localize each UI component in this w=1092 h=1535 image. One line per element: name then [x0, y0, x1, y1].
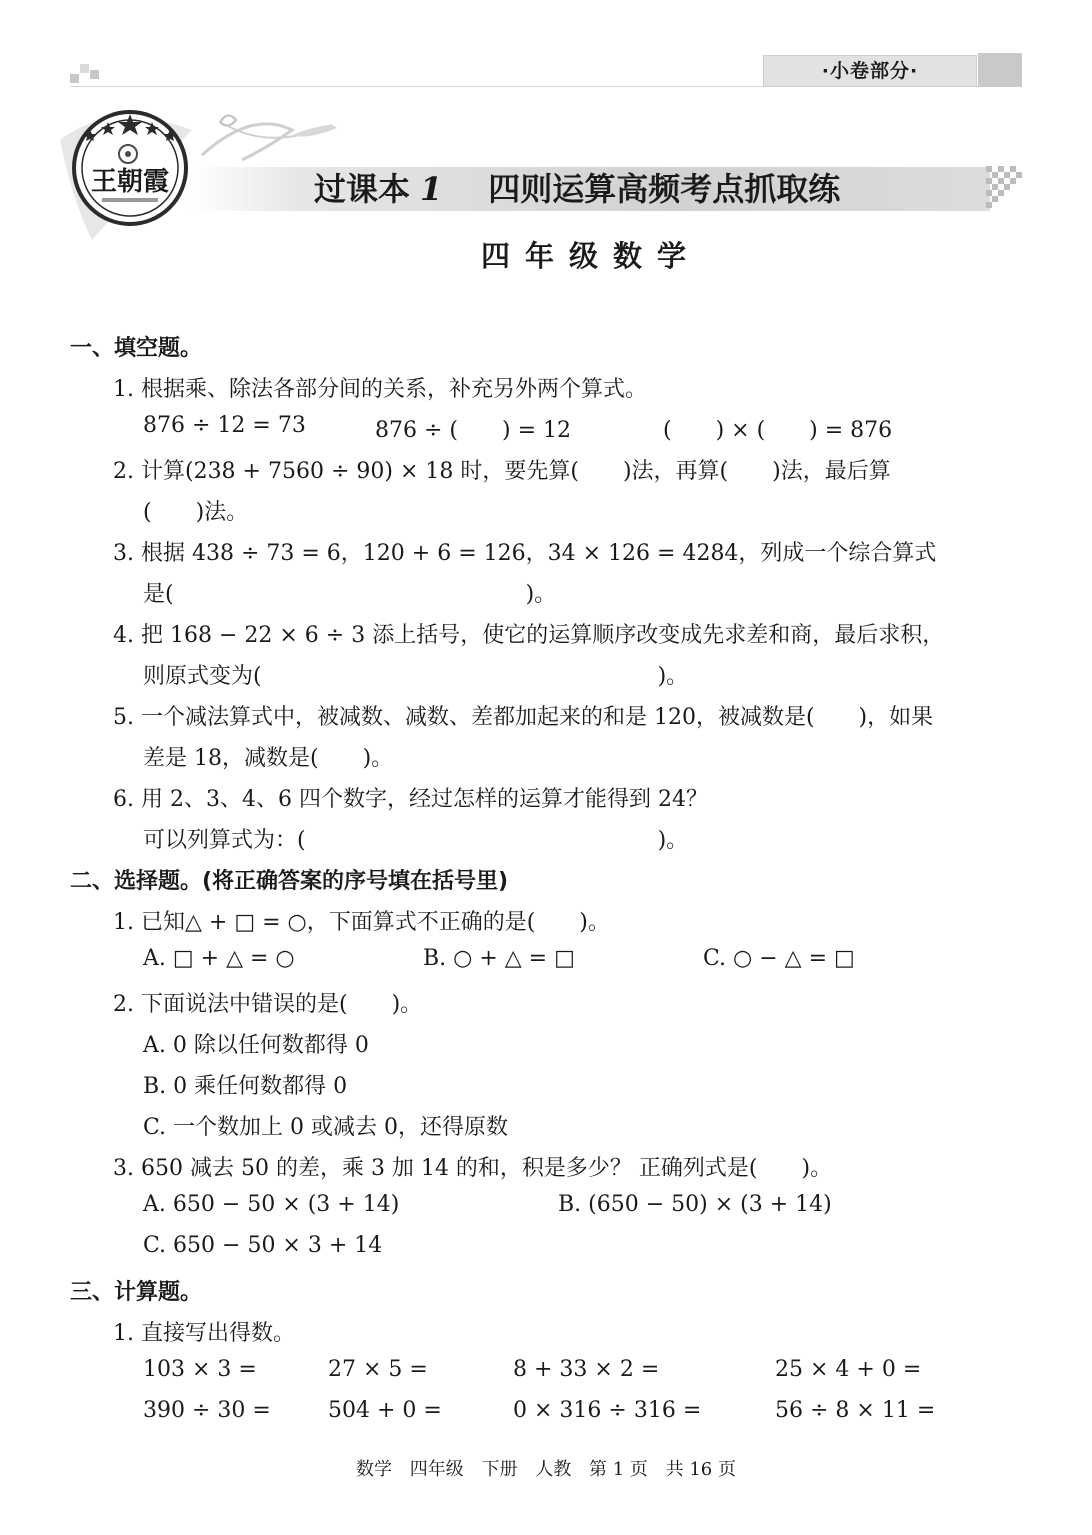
- calc-item: 25 × 4 + 0 =: [775, 1357, 922, 1382]
- question-text: 4. 把 168 − 22 × 6 ÷ 3 添上括号，使它的运算顺序改变成先求差和商，最后求积，: [113, 623, 945, 648]
- calc-item: 103 × 3 =: [143, 1357, 257, 1382]
- page-title: [314, 166, 840, 212]
- option: A. 650 − 50 × (3 + 14): [143, 1192, 400, 1217]
- page-subtitle: 四年级数学: [480, 239, 701, 273]
- title-number: 1: [420, 170, 443, 208]
- footer-page-number: 第 1 页: [588, 1459, 648, 1480]
- option: B. ○ + △ = □: [423, 946, 575, 971]
- calc-item: 27 × 5 =: [328, 1357, 428, 1382]
- option: C. 650 − 50 × 3 + 14: [143, 1233, 383, 1258]
- page-footer: [0, 1455, 1092, 1481]
- question-continuation: ( )法。: [143, 500, 249, 525]
- calc-item: 0 × 316 ÷ 316 =: [513, 1398, 702, 1423]
- corner-decoration: [80, 64, 89, 73]
- option: B. 0 乘任何数都得 0: [143, 1074, 348, 1099]
- calc-item: 390 ÷ 30 =: [143, 1398, 271, 1423]
- footer-subject: 数学: [356, 1459, 393, 1480]
- footer-edition: 人教: [535, 1459, 572, 1480]
- title-topic: 四则运算高频考点抓取练: [488, 170, 841, 208]
- calc-item: 504 + 0 =: [328, 1398, 442, 1423]
- question-text: 6. 用 2、3、4、6 四个数字，经过怎样的运算才能得到 24？: [113, 787, 708, 812]
- calc-item: 8 + 33 × 2 =: [513, 1357, 660, 1382]
- question-text: 2. 计算(238 + 7560 ÷ 90) × 18 时，要先算( )法，再算( )法，最后算: [113, 459, 891, 484]
- question-continuation: 可以列算式为：( )。: [143, 828, 689, 853]
- equation: ( ) × ( ) = 876: [663, 418, 893, 443]
- logo-text: 王朝霞: [90, 167, 170, 197]
- footer-grade: 四年级: [409, 1459, 464, 1480]
- option: A. 0 除以任何数都得 0: [143, 1033, 369, 1058]
- option: C. ○ − △ = □: [703, 946, 855, 971]
- question-continuation: 是( )。: [143, 582, 557, 607]
- calc-item: 56 ÷ 8 × 11 =: [775, 1398, 936, 1423]
- section-heading: 二、选择题。(将正确答案的序号填在括号里): [70, 869, 509, 894]
- corner-decoration: [90, 70, 99, 79]
- question-text: 1. 直接写出得数。: [113, 1321, 295, 1346]
- tag-end-block: [978, 53, 1022, 87]
- question-continuation: 则原式变为( )。: [143, 664, 689, 689]
- option: C. 一个数加上 0 或减去 0，还得原数: [143, 1115, 509, 1140]
- question-continuation: 差是 18，减数是( )。: [143, 746, 394, 771]
- corner-decoration: [70, 74, 79, 83]
- footer-page-total: 共 16 页: [665, 1459, 736, 1480]
- footer-volume: 下册: [481, 1459, 518, 1480]
- question-text: 3. 根据 438 ÷ 73 = 6，120 + 6 = 126，34 × 126 = 4284，列成一个综合算式: [113, 541, 937, 566]
- question-text: 1. 已知△ + □ = ○，下面算式不正确的是( )。: [113, 910, 610, 935]
- question-text: 2. 下面说法中错误的是( )。: [113, 992, 423, 1017]
- section-tag: ·小卷部分·: [763, 55, 977, 87]
- question-text: 1. 根据乘、除法各部分间的关系，补充另外两个算式。: [113, 377, 647, 402]
- equation: 876 ÷ 12 = 73: [143, 413, 306, 438]
- question-text: 5. 一个减法算式中，被减数、减数、差都加起来的和是 120，被减数是( )，如果: [113, 705, 934, 730]
- question-text: 3. 650 减去 50 的差，乘 3 加 14 的和，积是多少？ 正确列式是( )。: [113, 1156, 833, 1181]
- checker-decoration: [986, 166, 1026, 212]
- option: A. □ + △ = ○: [143, 946, 295, 971]
- section-heading: 三、计算题。: [70, 1280, 203, 1305]
- section-heading: 一、填空题。: [70, 336, 203, 361]
- equation: 876 ÷ ( ) = 12: [375, 418, 571, 443]
- option: B. (650 − 50) × (3 + 14): [558, 1192, 832, 1217]
- title-label: 过课本: [314, 170, 411, 208]
